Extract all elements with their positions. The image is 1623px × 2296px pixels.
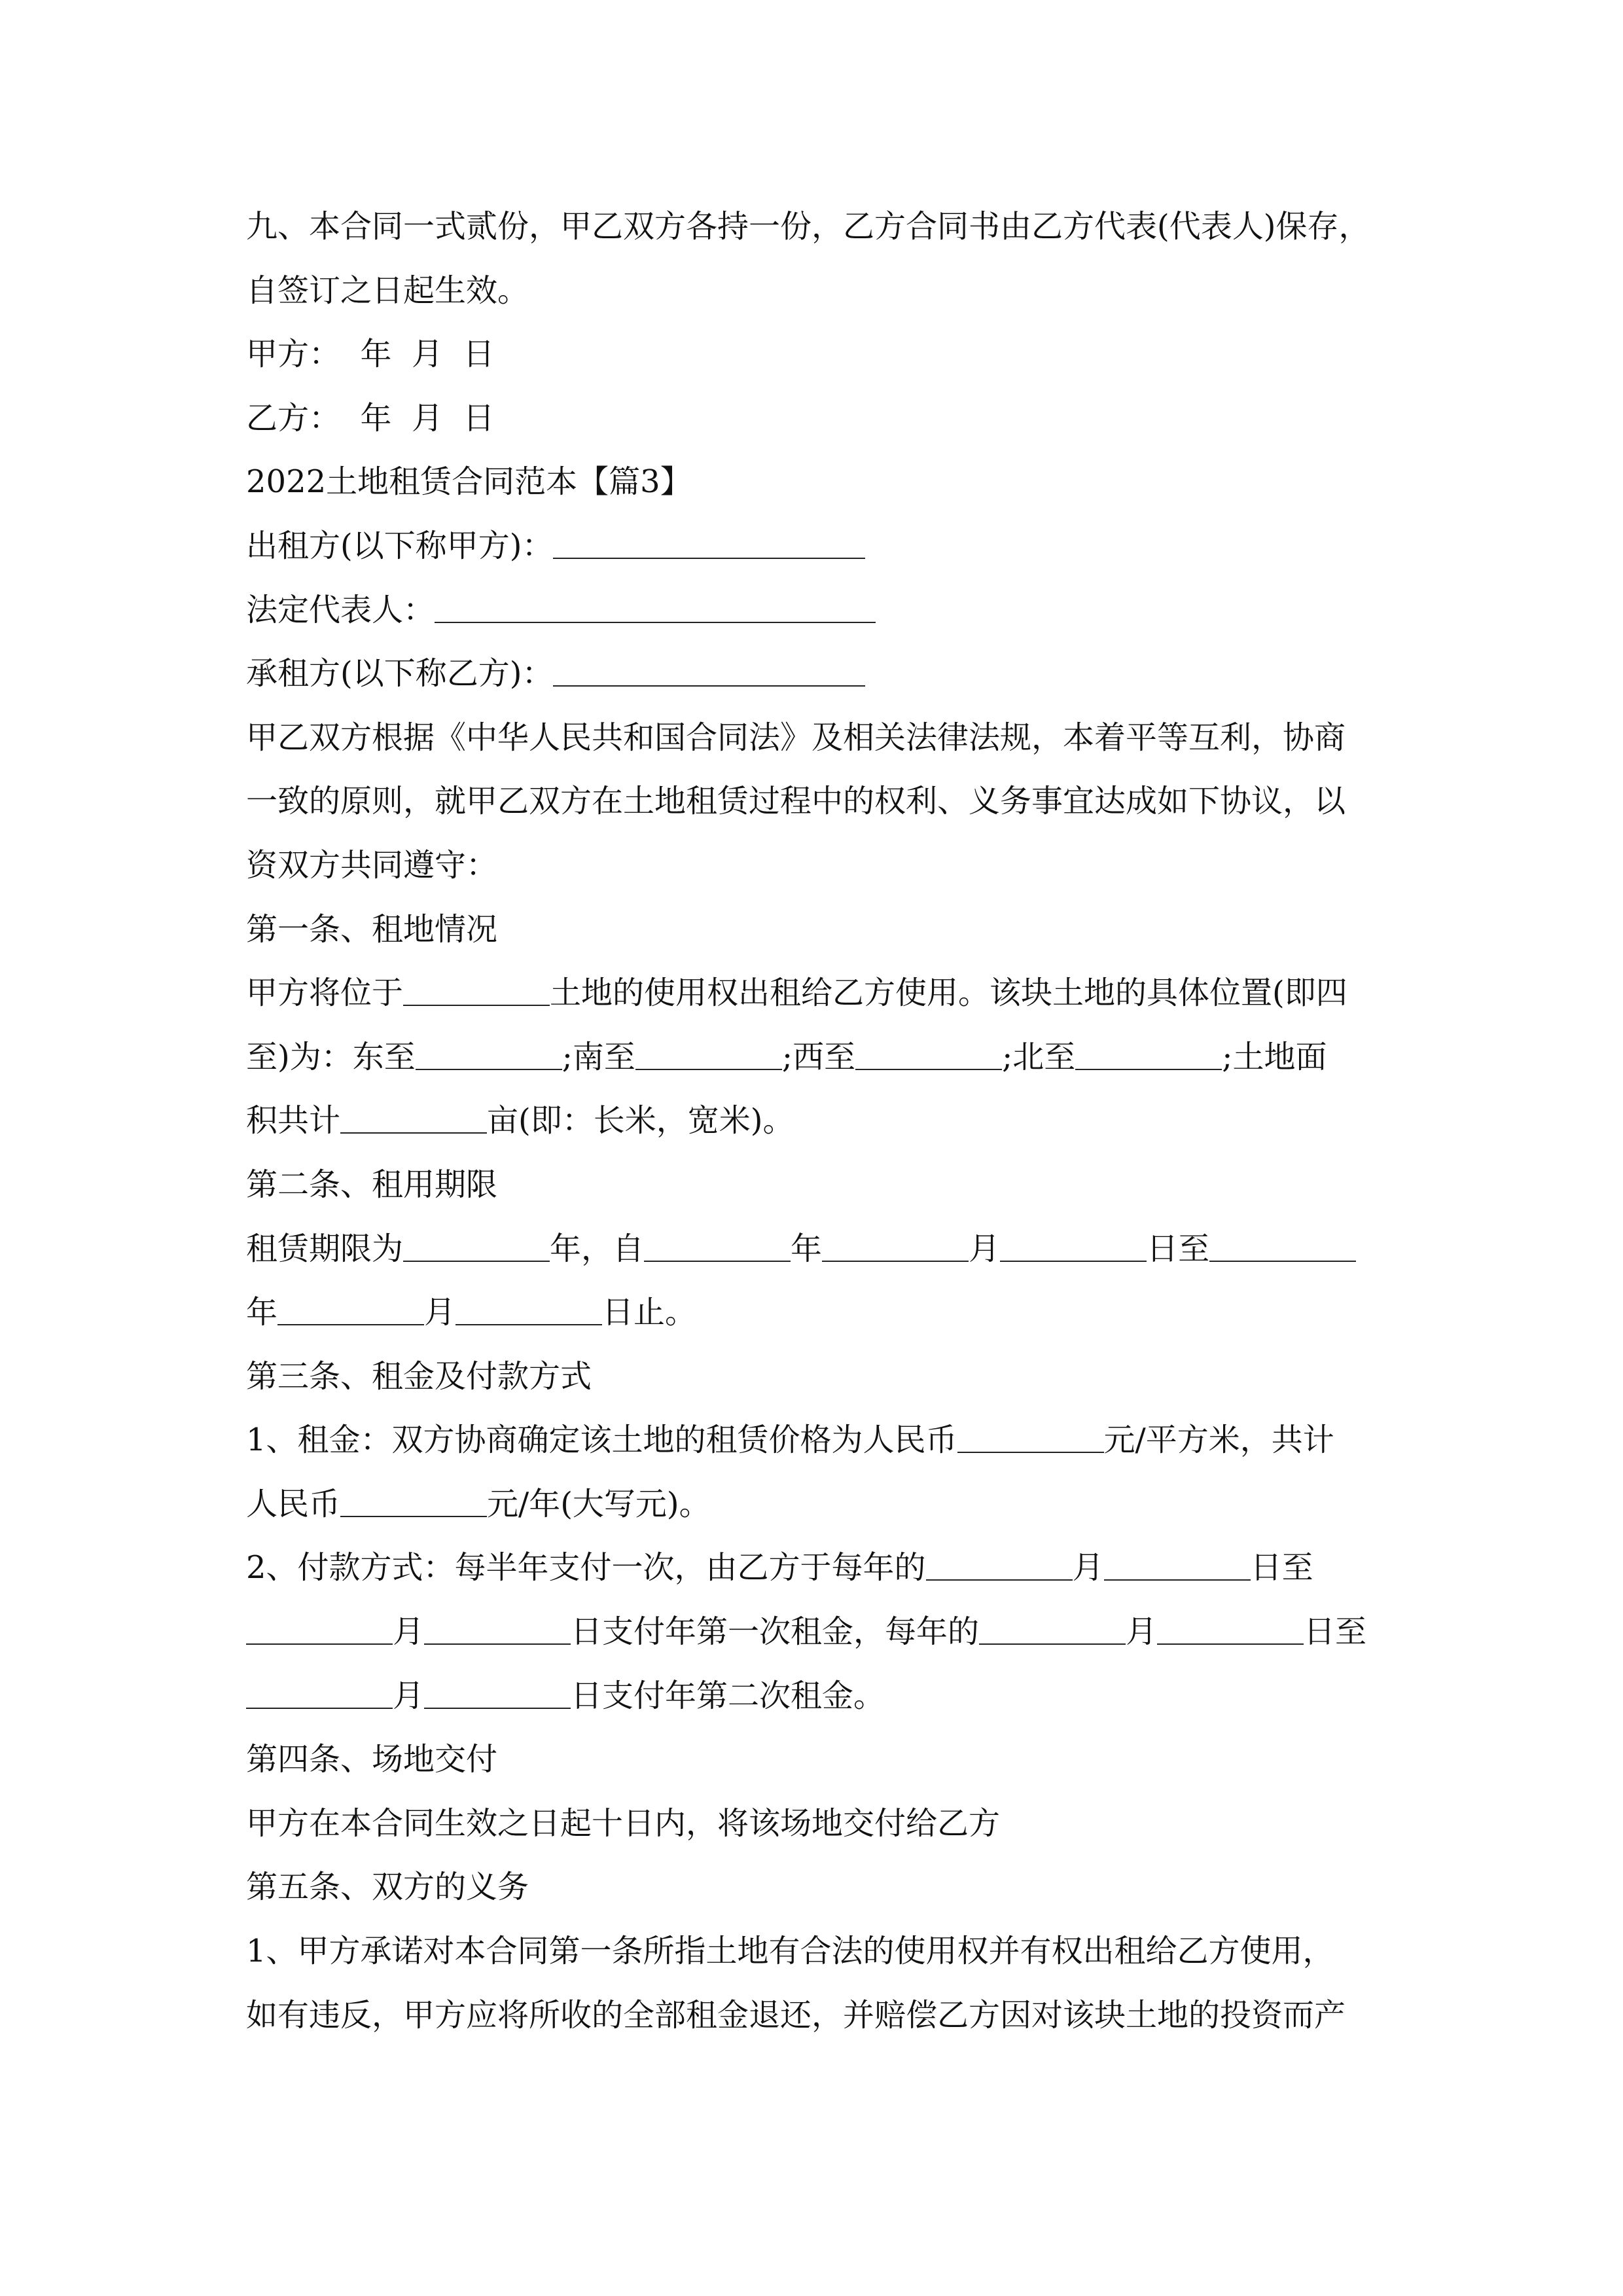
fill-in-blank[interactable] — [822, 1234, 969, 1262]
text-line — [246, 1026, 1424, 1090]
fill-in-blank[interactable] — [553, 531, 865, 559]
text-segment: 日止。 — [602, 1294, 697, 1331]
fill-in-blank[interactable] — [1157, 1617, 1304, 1645]
text-segment: 年 — [791, 1230, 823, 1267]
text-line — [246, 579, 1424, 643]
text-line — [246, 1600, 1424, 1664]
text-segment: 第四条、场地交付 — [246, 1741, 498, 1778]
fill-in-blank[interactable] — [1075, 1043, 1222, 1070]
text-segment: 月 — [393, 1677, 425, 1714]
fill-in-blank[interactable] — [926, 1553, 1073, 1581]
text-line — [246, 770, 1424, 834]
fill-in-blank[interactable] — [340, 1490, 487, 1517]
fill-in-blank[interactable] — [1104, 1553, 1251, 1581]
fill-in-blank[interactable] — [979, 1617, 1126, 1645]
text-segment: 月 — [424, 1294, 456, 1331]
fill-in-blank[interactable] — [403, 1234, 550, 1262]
fill-in-blank[interactable] — [635, 1043, 782, 1070]
fill-in-blank[interactable] — [246, 1681, 393, 1709]
text-line — [246, 1281, 1424, 1345]
text-segment: 年，自 — [550, 1230, 645, 1267]
text-segment: 甲方在本合同生效之日起十日内，将该场地交付给乙方 — [246, 1804, 1001, 1842]
text-segment: 资双方共同遵守： — [246, 846, 498, 884]
text-segment: 第三条、租金及付款方式 — [246, 1357, 592, 1395]
text-segment: 承租方(以下称乙方)： — [246, 655, 554, 692]
text-line — [246, 323, 1424, 387]
fill-in-blank[interactable] — [403, 978, 550, 1006]
text-segment: 日支付年第一次租金，每年的 — [571, 1613, 980, 1651]
text-line — [246, 1664, 1424, 1729]
text-segment: 月 — [393, 1613, 425, 1651]
text-segment: ;南至 — [562, 1038, 635, 1075]
text-segment: 亩(即：长米，宽米)。 — [487, 1102, 794, 1139]
fill-in-blank[interactable] — [1000, 1234, 1147, 1262]
text-segment: 2022土地租赁合同范本【篇3】 — [246, 463, 692, 501]
text-segment: 月 — [1072, 1549, 1104, 1587]
fill-in-blank[interactable] — [277, 1298, 424, 1325]
text-line — [246, 706, 1424, 770]
text-segment: 日至 — [1147, 1230, 1210, 1267]
text-line — [246, 834, 1424, 898]
text-line — [246, 1408, 1424, 1473]
text-segment: 第二条、租用期限 — [246, 1166, 498, 1203]
fill-in-blank[interactable] — [1209, 1234, 1356, 1262]
text-segment: 日至 — [1250, 1549, 1313, 1587]
text-segment: 人民币 — [246, 1485, 341, 1522]
text-line — [246, 1473, 1424, 1537]
text-segment: 一致的原则，就甲乙双方在土地租赁过程中的权利、义务事宜达成如下协议，以 — [246, 783, 1346, 820]
fill-in-blank[interactable] — [455, 1298, 602, 1325]
contract-document-body — [246, 195, 1424, 2047]
text-segment: 土地的使用权出租给乙方使用。该块土地的具体位置(即四 — [550, 975, 1347, 1012]
fill-in-blank[interactable] — [435, 596, 876, 623]
text-segment: ;北至 — [1002, 1038, 1076, 1075]
text-segment: 租赁期限为 — [246, 1230, 404, 1267]
text-segment: 法定代表人： — [246, 591, 435, 628]
text-line — [246, 1536, 1424, 1600]
fill-in-blank[interactable] — [340, 1106, 487, 1134]
text-segment: 甲方将位于 — [246, 975, 404, 1012]
fill-in-blank[interactable] — [644, 1234, 791, 1262]
text-segment: 积共计 — [246, 1102, 341, 1139]
fill-in-blank[interactable] — [553, 659, 865, 687]
text-segment: 乙方： 年 月 日 — [246, 399, 495, 437]
fill-in-blank[interactable] — [424, 1681, 571, 1709]
text-segment: 日支付年第二次租金。 — [571, 1677, 885, 1714]
text-line — [246, 259, 1424, 323]
text-segment: 元/年(大写元)。 — [487, 1485, 711, 1522]
text-segment: 1、租金：双方协商确定该土地的租赁价格为人民币 — [246, 1422, 957, 1459]
text-segment: 至)为：东至 — [246, 1038, 416, 1075]
text-line — [246, 642, 1424, 706]
text-line — [246, 961, 1424, 1026]
text-segment: 自签订之日起生效。 — [246, 272, 529, 309]
text-line — [246, 195, 1424, 259]
text-segment: 第一条、租地情况 — [246, 910, 498, 948]
text-segment: 2、付款方式：每半年支付一次，由乙方于每年的 — [246, 1549, 926, 1587]
text-line — [246, 1345, 1424, 1409]
text-line — [246, 1984, 1424, 2048]
text-line — [246, 1856, 1424, 1920]
text-line — [246, 1920, 1424, 1984]
fill-in-blank[interactable] — [855, 1043, 1002, 1070]
text-line — [246, 898, 1424, 962]
fill-in-blank[interactable] — [424, 1617, 571, 1645]
text-segment: 月 — [1126, 1613, 1158, 1651]
text-segment: 甲方： 年 月 日 — [246, 336, 495, 373]
text-segment: 如有违反，甲方应将所收的全部租金退还，并赔偿乙方因对该块土地的投资而产 — [246, 1996, 1346, 2034]
text-segment: ;土地面 — [1222, 1038, 1327, 1075]
text-line — [246, 1792, 1424, 1856]
text-segment: 出租方(以下称甲方)： — [246, 527, 554, 564]
text-segment: 1、甲方承诺对本合同第一条所指土地有合法的使用权并有权出租给乙方使用， — [246, 1933, 1334, 1970]
text-segment: 日至 — [1304, 1613, 1367, 1651]
fill-in-blank[interactable] — [416, 1043, 562, 1070]
text-line — [246, 1089, 1424, 1153]
fill-in-blank[interactable] — [246, 1617, 393, 1645]
text-segment: 月 — [969, 1230, 1001, 1267]
text-segment: 九、本合同一式贰份，甲乙双方各持一份，乙方合同书由乙方代表(代表人)保存， — [246, 208, 1370, 245]
text-segment: 甲乙双方根据《中华人民共和国合同法》及相关法律法规，本着平等互利，协商 — [246, 719, 1346, 756]
text-segment: ;西至 — [781, 1038, 856, 1075]
fill-in-blank[interactable] — [957, 1426, 1104, 1453]
text-line — [246, 1728, 1424, 1792]
text-line — [246, 514, 1424, 579]
text-line — [246, 1153, 1424, 1217]
text-line — [246, 1217, 1424, 1282]
text-line — [246, 450, 1424, 514]
text-line — [246, 387, 1424, 451]
text-segment: 第五条、双方的义务 — [246, 1869, 529, 1906]
text-segment: 元/平方米，共计 — [1103, 1422, 1334, 1459]
text-segment: 年 — [246, 1294, 278, 1331]
